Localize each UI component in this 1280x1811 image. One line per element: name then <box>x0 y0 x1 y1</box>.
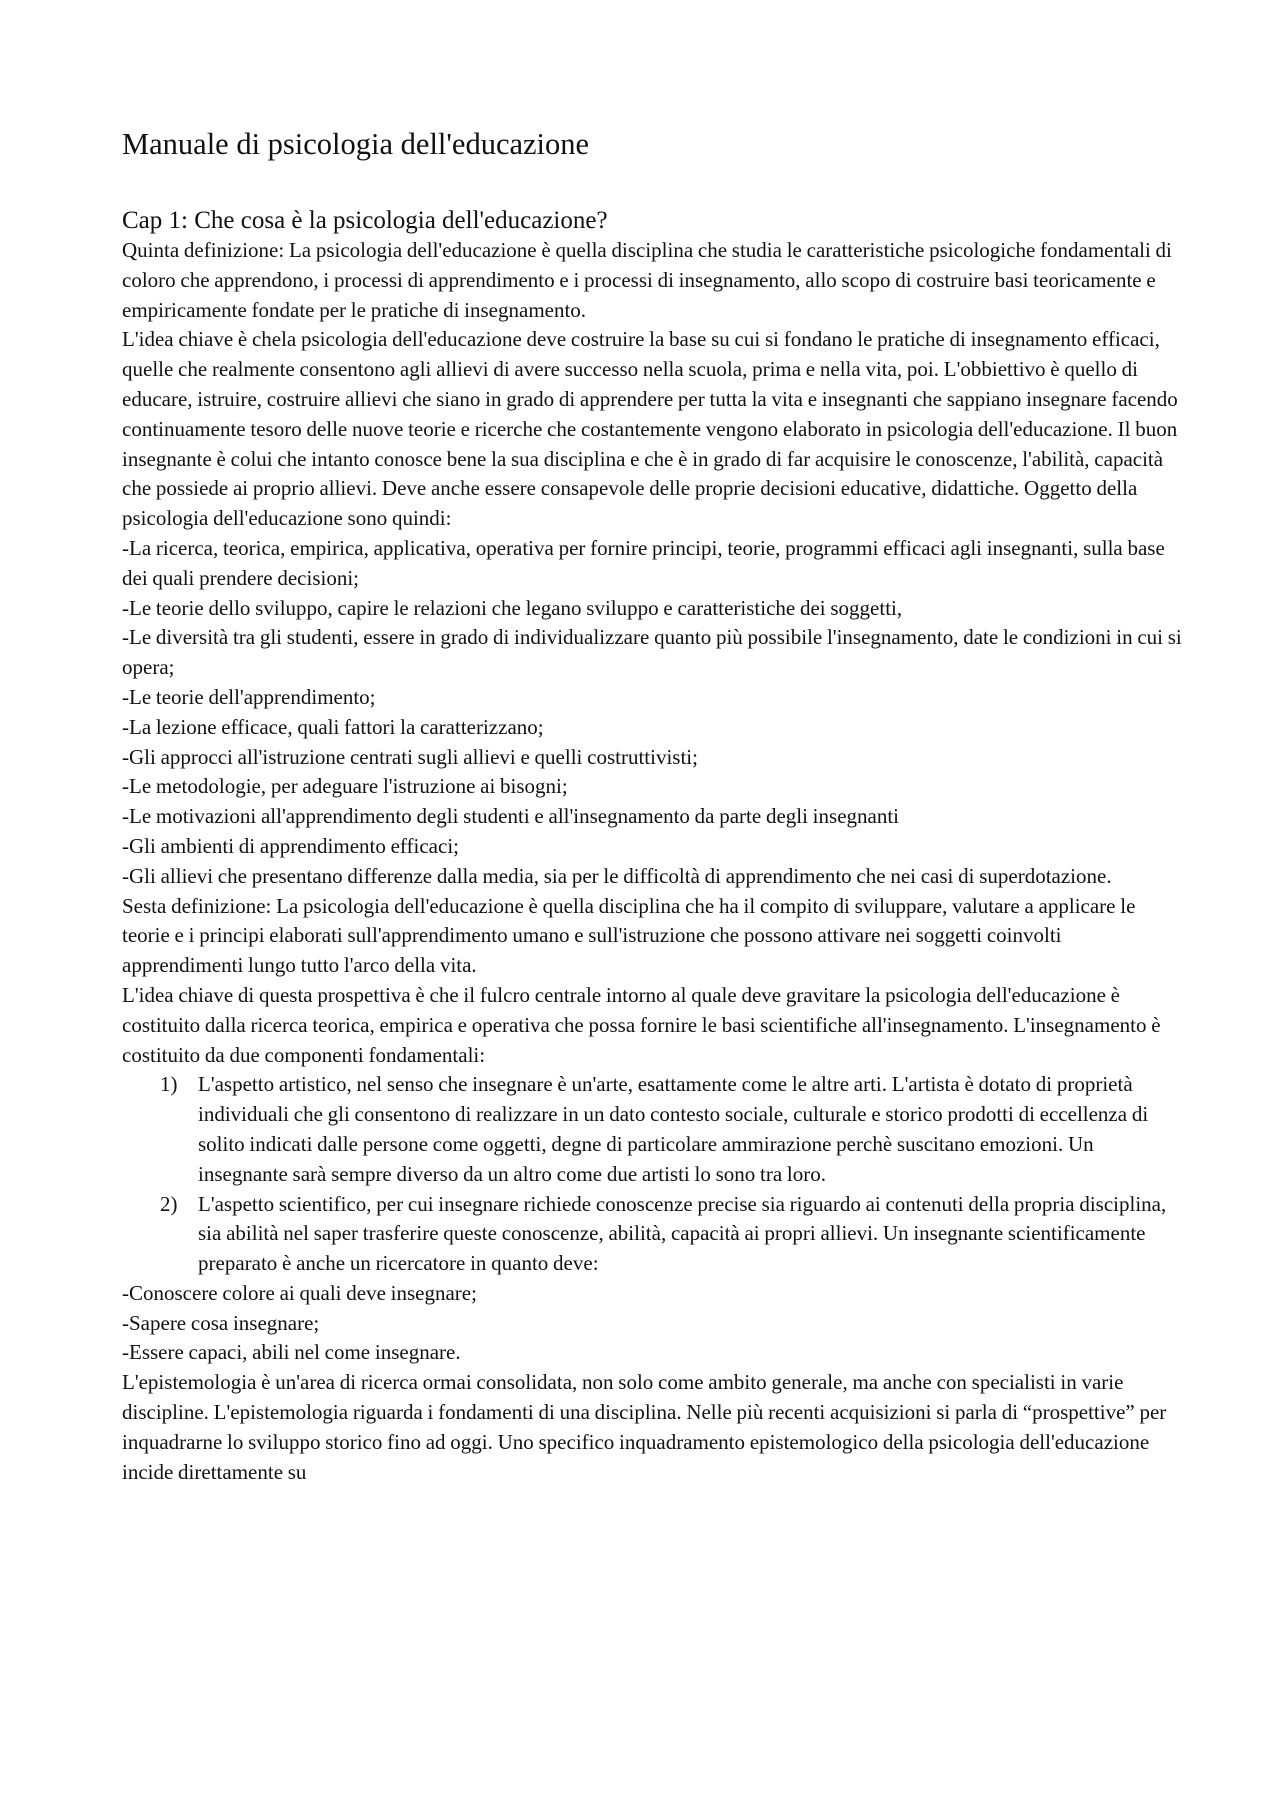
component-number: 2) <box>160 1191 178 1216</box>
component-text: L'aspetto scientifico, per cui insegnare richiede conoscenze precise sia riguardo ai contenuti della propria disciplina, sia abilità nel saper trasferire queste conoscenze, abilità, capacità ai propri allievi. Un insegnante scientificamente preparato è anche un ricercatore in quanto deve: <box>198 1191 1167 1276</box>
component-item <box>122 1070 1182 1189</box>
paragraph-key-idea: L'idea chiave è chela psicologia dell'educazione deve costruire la base su cui si fondano le pratiche di insegnamento efficaci, quelle che realmente consentono agli allievi di avere successo nella scuola, prima e nella vita, poi. L'obbiettivo è quello di educare, istruire, costruire allievi che siano in grado di apprendere per tutta la vita e insegnanti che sappiano insegnare facendo continuamente tesoro delle nuove teorie e ricerche che costantemente vengono elaborato in psicologia dell'educazione. Il buon insegnante è colui che intanto conosce bene la sua disciplina e che è in grado di far acquisire le conoscenze, l'abilità, capacità che possiede ai proprio allievi. Deve anche essere consapevole delle proprie decisioni educative, didattiche. Oggetto della psicologia dell'educazione sono quindi: <box>122 327 1178 531</box>
list-item: -Le teorie dello sviluppo, capire le relazioni che legano sviluppo e caratteristiche dei soggetti, <box>122 595 903 620</box>
component-number: 1) <box>160 1072 178 1097</box>
list-item: -Essere capaci, abili nel come insegnare. <box>122 1340 461 1365</box>
document-title: Manuale di psicologia dell'educazione <box>122 127 590 161</box>
paragraph-epistemology: L'epistemologia è un'area di ricerca ormai consolidata, non solo come ambito generale, ma anche con specialisti in varie discipline. L'epistemologia riguarda i fondamenti di una disciplina. Nelle più recenti acquisizioni si parla di “prospettive” per inquadrarne lo sviluppo storico fino ad oggi. Uno specifico inquadramento epistemologico della psicologia dell'educazione incide direttamente su <box>122 1370 1167 1484</box>
list-item: -Gli approcci all'istruzione centrati sugli allievi e quelli costruttivisti; <box>122 744 698 769</box>
list-item: -Gli allievi che presentano differenze dalla media, sia per le difficoltà di apprendimento che nei casi di superdotazione. <box>122 863 1112 888</box>
document-body <box>122 236 1182 1487</box>
components-list <box>122 1070 1182 1279</box>
list-item: -Conoscere colore ai quali deve insegnare; <box>122 1280 477 1305</box>
document-page <box>122 112 1182 1487</box>
list-item: -La lezione efficace, quali fattori la caratterizzano; <box>122 714 544 739</box>
paragraph-key-idea-sixth: L'idea chiave di questa prospettiva è che il fulcro centrale intorno al quale deve gravitare la psicologia dell'educazione è costituito dalla ricerca teorica, empirica e operativa che possa fornire le basi scientifiche all'insegnamento. L'insegnamento è costituito da due componenti fondamentali: <box>122 982 1161 1067</box>
list-item: -Le teorie dell'apprendimento; <box>122 684 376 709</box>
list-item: -Sapere cosa insegnare; <box>122 1310 320 1335</box>
component-item <box>122 1190 1182 1279</box>
chapter-title: Cap 1: Che cosa è la psicologia dell'educazione? <box>122 207 608 234</box>
component-text: L'aspetto artistico, nel senso che insegnare è un'arte, esattamente come le altre arti. L'artista è dotato di proprietà individuali che gli consentono di realizzare in un dato contesto sociale, culturale e storico prodotti di eccellenza di solito indicati dalle persone come oggetti, degne di particolare ammirazione perchè suscitano emozioni. Un insegnante sarà sempre diverso da un altro come due artisti lo sono tra loro. <box>198 1072 1149 1186</box>
list-item: -La ricerca, teorica, empirica, applicativa, operativa per fornire principi, teorie, programmi efficaci agli insegnanti, sulla base dei quali prendere decisioni; <box>122 535 1165 590</box>
paragraph-sixth-definition: Sesta definizione: La psicologia dell'educazione è quella disciplina che ha il compito di sviluppare, valutare a applicare le teorie e i principi elaborati sull'apprendimento umano e sull'istruzione che possono attivare nei soggetti coinvolti apprendimenti lungo tutto l'arco della vita. <box>122 893 1136 978</box>
paragraph-fifth-definition: Quinta definizione: La psicologia dell'educazione è quella disciplina che studia le caratteristiche psicologiche fondamentali di coloro che apprendono, i processi di apprendimento e i processi di insegnamento, allo scopo di costruire basi teoricamente e empiricamente fondate per le pratiche di insegnamento. <box>122 238 1172 322</box>
list-item: -Le metodologie, per adeguare l'istruzione ai bisogni; <box>122 774 568 799</box>
list-item: -Gli ambienti di apprendimento efficaci; <box>122 833 459 858</box>
list-item: -Le diversità tra gli studenti, essere in grado di individualizzare quanto più possibile l'insegnamento, date le condizioni in cui si opera; <box>122 625 1182 680</box>
list-item: -Le motivazioni all'apprendimento degli studenti e all'insegnamento da parte degli insegnanti <box>122 804 900 829</box>
